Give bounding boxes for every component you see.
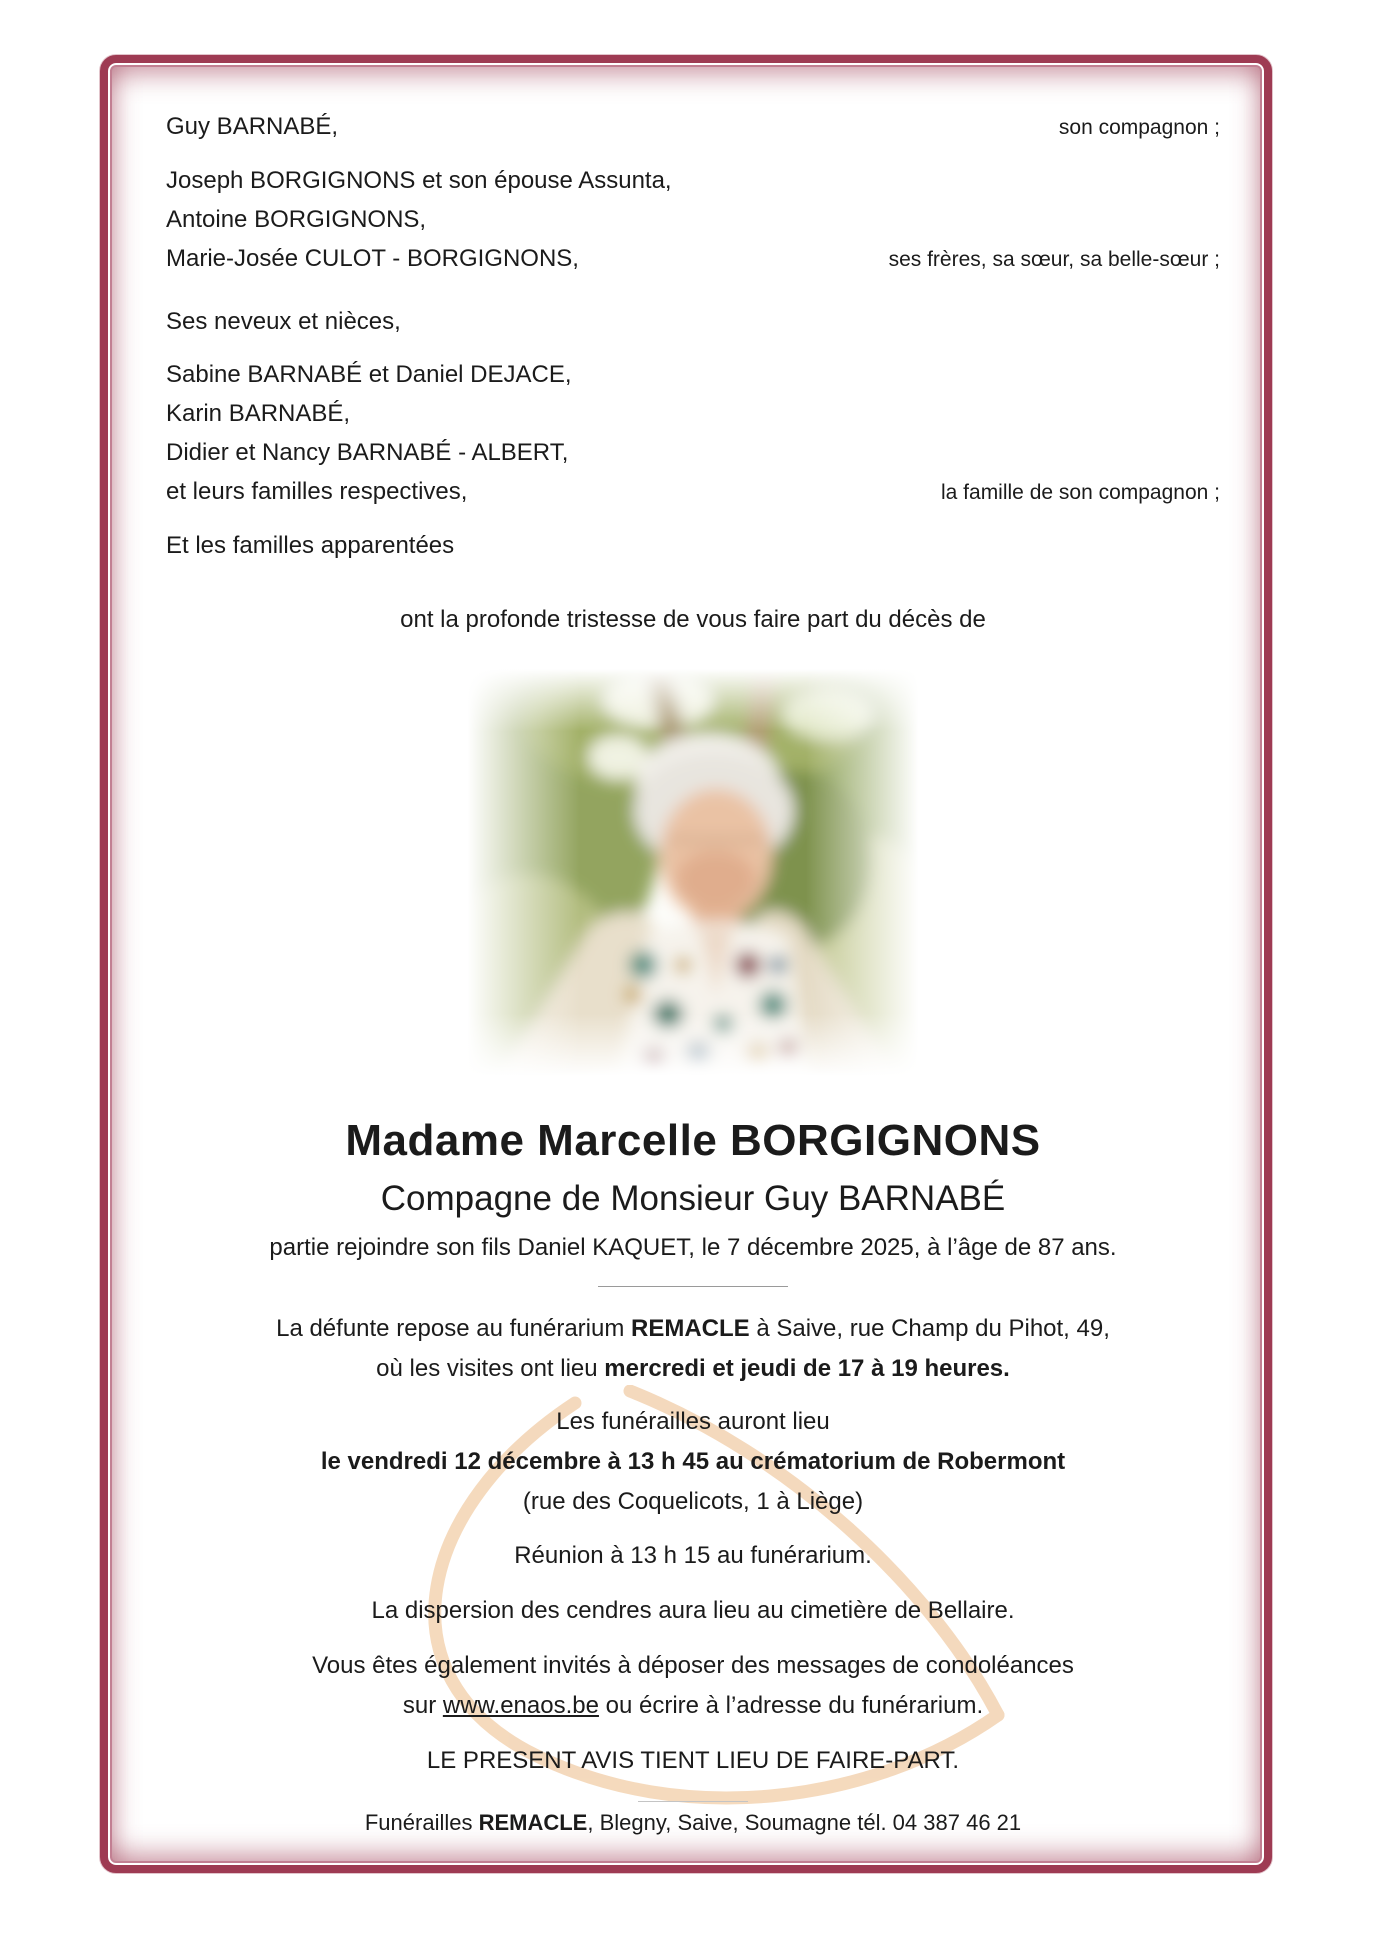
relative-name: et leurs familles respectives, [166, 478, 468, 505]
relative-line [166, 107, 1220, 147]
footer-divider [638, 1801, 748, 1802]
funeral-address: (rue des Coquelicots, 1 à Liège) [522, 1488, 864, 1515]
deceased-identity [166, 1116, 1220, 1264]
divider [598, 1286, 788, 1287]
relative-name: Antoine BORGIGNONS, [166, 206, 427, 233]
relationship-label: ses frères, sa sœur, sa belle-sœur ; [888, 248, 1220, 271]
condolences-text: ou écrire à l’adresse du funérarium. [598, 1692, 984, 1719]
funeral-home-name: REMACLE [631, 1315, 750, 1342]
faire-part-notice: LE PRESENT AVIS TIENT LIEU DE FAIRE-PART. [426, 1747, 960, 1774]
repose-paragraph [166, 1309, 1220, 1389]
relatives-group-siblings [166, 161, 1220, 279]
condolences-paragraph [166, 1646, 1220, 1726]
condolences-text: sur [402, 1692, 443, 1719]
deceased-passing-details: partie rejoindre son fils Daniel KAQUET, le 7 décembre 2025, à l’âge de 87 ans. [269, 1234, 1117, 1261]
enaos-website-link[interactable]: www.enaos.be [442, 1692, 599, 1719]
relative-name: Ses neveux et nièces, [166, 308, 401, 335]
relationship-label: la famille de son compagnon ; [941, 481, 1220, 504]
funeral-home-name: REMACLE [478, 1810, 588, 1835]
funeral-paragraph [166, 1402, 1220, 1522]
footer-text: Funérailles [364, 1810, 479, 1835]
relative-line [166, 472, 1220, 512]
relative-name: Didier et Nancy BARNABÉ - ALBERT, [166, 439, 569, 466]
visits-schedule: mercredi et jeudi de 17 à 19 heures. [604, 1355, 1010, 1382]
card-content [108, 63, 1264, 1865]
relationship-label: son compagnon ; [1058, 116, 1220, 139]
visits-text: où les visites ont lieu [376, 1355, 605, 1382]
relative-name: Joseph BORGIGNONS et son épouse Assunta, [166, 167, 672, 194]
relative-name: Karin BARNABÉ, [166, 400, 351, 427]
relatives-block [166, 107, 1220, 565]
footer-contact: , Blegny, Saive, Soumagne tél. 04 387 46 21 [587, 1810, 1022, 1835]
dispersion-paragraph: La dispersion des cendres aura lieu au cimetière de Bellaire. [371, 1597, 1015, 1624]
funeral-intro: Les funérailles auront lieu [556, 1408, 830, 1435]
relative-name: Sabine BARNABÉ et Daniel DEJACE, [166, 361, 572, 388]
deceased-name: Madame Marcelle BORGIGNONS [345, 1116, 1041, 1165]
repose-text: à Saive, rue Champ du Pihot, 49, [749, 1315, 1110, 1342]
condolences-text: Vous êtes également invités à déposer des messages de condoléances [312, 1652, 1074, 1679]
relative-line [166, 239, 1220, 279]
ceremony-details [166, 1309, 1220, 1781]
funeral-datetime: le vendredi 12 décembre à 13 h 45 au crématorium de Robermont [320, 1448, 1066, 1475]
relative-name: Marie-Josée CULOT - BORGIGNONS, [166, 245, 579, 272]
reunion-paragraph: Réunion à 13 h 15 au funérarium. [514, 1542, 872, 1569]
announcement-sentence: ont la profonde tristesse de vous faire part du décès de [400, 606, 986, 633]
relative-name: Guy BARNABÉ, [166, 113, 339, 140]
funeral-home-footer [166, 1808, 1220, 1838]
relatives-group-families [166, 526, 1220, 565]
relatives-group-intro [166, 302, 1220, 341]
repose-text: La défunte repose au funérarium [276, 1315, 631, 1342]
relative-name: Et les familles apparentées [166, 532, 455, 559]
deceased-relation: Compagne de Monsieur Guy BARNABÉ [380, 1179, 1006, 1218]
relatives-group-nieces [166, 355, 1220, 512]
deceased-portrait-photo [458, 665, 928, 1080]
